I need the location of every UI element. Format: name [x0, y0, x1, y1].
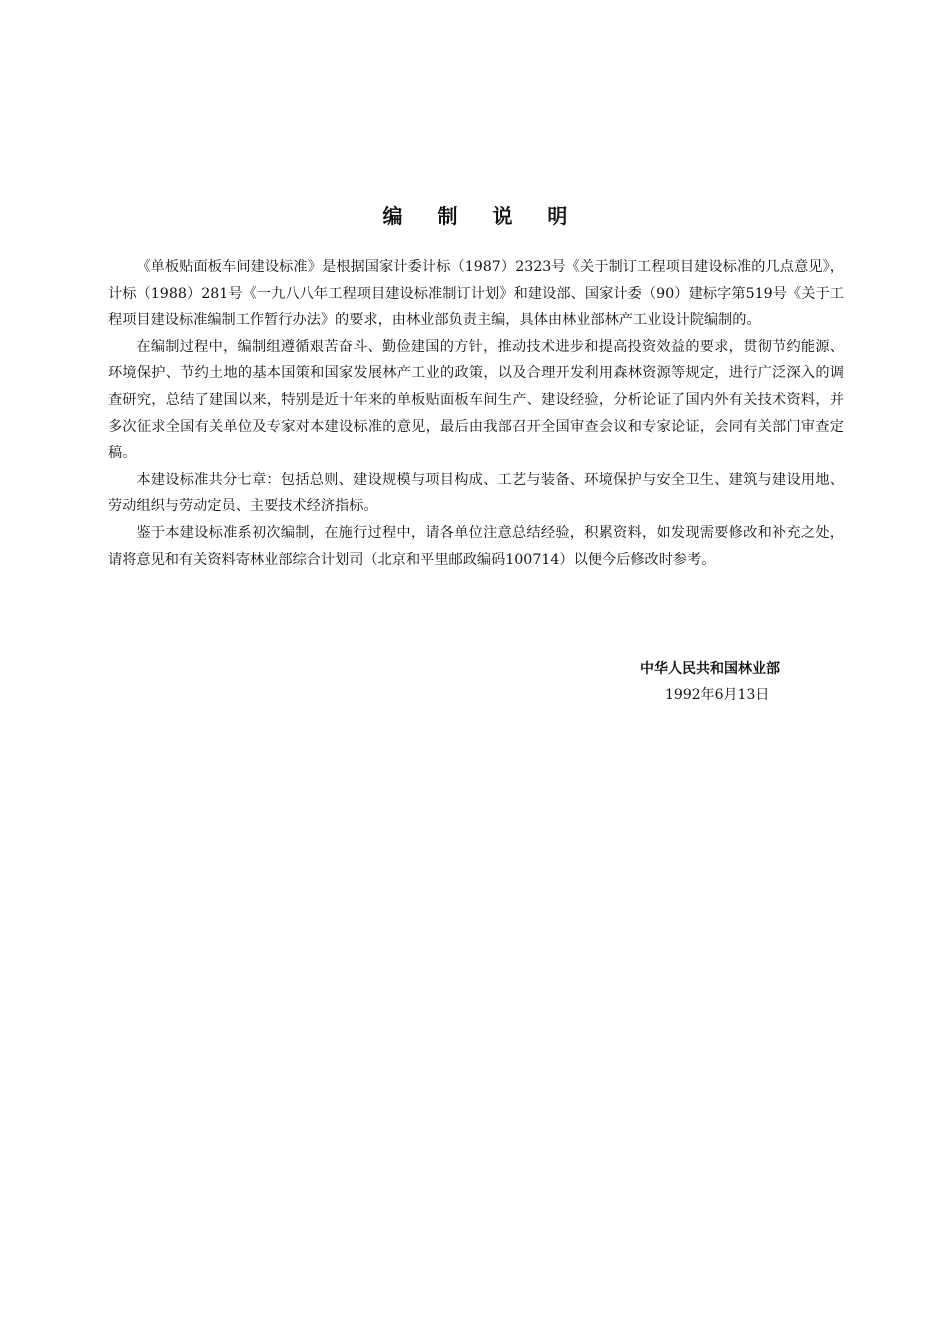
- paragraph-3: 本建设标准共分七章：包括总则、建设规模与项目构成、工艺与装备、环境保护与安全卫生、建筑与建设用地、劳动组织与劳动定员、主要技术经济指标。: [108, 471, 844, 515]
- signature-organization: 中华人民共和国林业部: [640, 661, 780, 677]
- signature-block: [600, 656, 860, 708]
- paragraph-1: 《单板贴面板车间建设标准》是根据国家计委计标（1987）2323号《关于制订工程项目建设标准的几点意见》，计标（1988）281号《一九八八年工程项目建设标准制订计划》和建设部、国家计委（90）建标字第519号《关于工程项目建设标准编制工作暂行办法》的要求，由林业部负责主编，具体由林业部林产工业设计院编制的。: [108, 259, 844, 329]
- paragraph-2: 在编制过程中，编制组遵循艰苦奋斗、勤俭建国的方针，推动技术进步和提高投资效益的要求，贯彻节约能源、环境保护、节约土地的基本国策和国家发展林产工业的政策，以及合理开发利用森林资源等规定，进行广泛深入的调查研究，总结了建国以来，特别是近十年来的单板贴面板车间生产、建设经验，分析论证了国内外有关技术资料，并多次征求全国有关单位及专家对本建设标准的意见，最后由我部召开全国审查会议和专家论证，会同有关部门审查定稿。: [108, 338, 844, 462]
- body-text: [108, 254, 844, 573]
- signature-date: 1992年6月13日: [665, 687, 770, 703]
- page-title: 编 制 说 明: [382, 204, 582, 228]
- paragraph-4: 鉴于本建设标准系初次编制，在施行过程中，请各单位注意总结经验，积累资料，如发现需要修改和补充之处，请将意见和有关资料寄林业部综合计划司（北京和平里邮政编码100714）以便今后修改时参考。: [108, 524, 844, 568]
